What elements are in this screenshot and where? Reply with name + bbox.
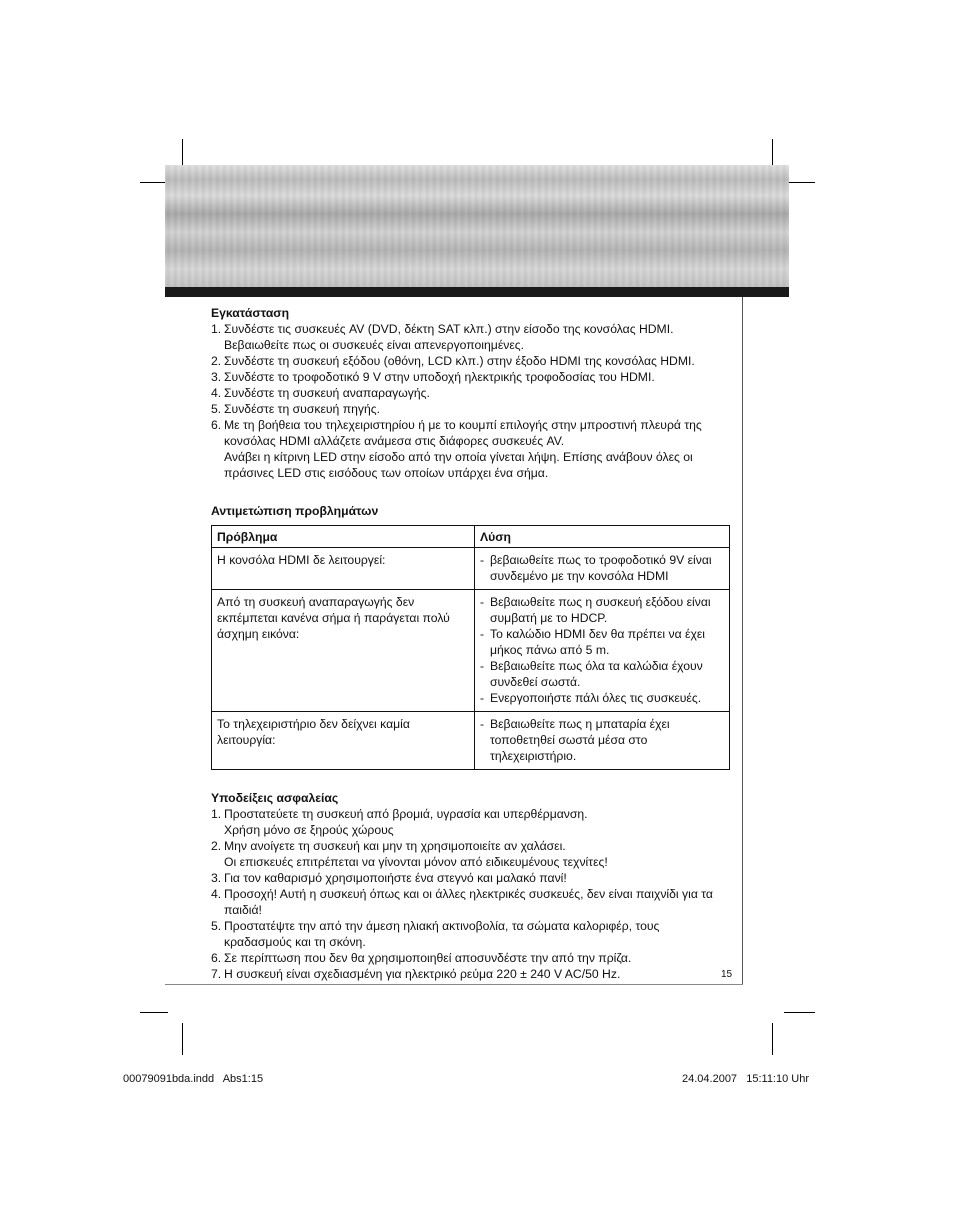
footer-file-info: 00079091bda.indd Abs1:15 xyxy=(123,1073,264,1085)
solution-text: τοποθετηθεί σωστά μέσα στο xyxy=(490,733,648,747)
header-metal-band xyxy=(165,165,789,287)
list-item-number: 3. xyxy=(211,871,222,885)
column-header-problem: Πρόβλημα xyxy=(212,526,475,548)
solution-text: συμβατή με το HDCP. xyxy=(490,611,608,625)
solution-text: μήκος πάνω από 5 m. xyxy=(490,643,610,657)
list-item-text: Συνδέστε τη συσκευή πηγής. xyxy=(224,402,381,416)
list-item xyxy=(211,417,736,481)
table-row xyxy=(212,712,730,770)
list-item-number: 4. xyxy=(211,386,222,400)
problem-cell xyxy=(212,590,475,712)
list-item-number: 3. xyxy=(211,370,222,384)
list-item-number: 1. xyxy=(211,807,222,821)
list-item-text: Η συσκευή είναι σχεδιασμένη για ηλεκτρικό ρεύμα 220 ± 240 V AC/50 Hz. xyxy=(224,967,621,981)
safety-title: Υποδείξεις ασφαλείας xyxy=(211,791,339,805)
list-item-text: Οι επισκευές επιτρέπεται να γίνονται μόνον από ειδικευμένους τεχνίτες! xyxy=(224,855,608,869)
list-item-number: 6. xyxy=(211,951,222,965)
list-item xyxy=(211,886,736,918)
problem-text: Η κονσόλα HDMI δε λειτουργεί: xyxy=(217,553,386,567)
crop-mark xyxy=(140,1012,168,1013)
list-item-number: 6. xyxy=(211,418,222,432)
list-item-text: Συνδέστε το τροφοδοτικό 9 V στην υποδοχή ηλεκτρικής τροφοδοσίας του HDMI. xyxy=(224,370,655,384)
bullet-dash: - xyxy=(480,553,485,567)
list-item xyxy=(211,353,736,369)
list-item-text: κονσόλας HDMI αλλάζετε ανάμεσα στις διάφορες συσκευές AV. xyxy=(224,434,565,448)
list-item-text: πράσινες LED στις εισόδους των οποίων υπάρχει ένα σήμα. xyxy=(224,466,549,480)
solution-text: Βεβαιωθείτε πως η συσκευή εξόδου είναι xyxy=(490,595,711,609)
list-item-text: Με τη βοήθεια του τηλεχειριστηρίου ή με το κουμπί επιλογής στην μπροστινή πλευρά της xyxy=(224,418,702,432)
problem-text: άσχημη εικόνα: xyxy=(217,627,300,641)
list-item-text: Προστατεύετε τη συσκευή από βρομιά, υγρασία και υπερθέρμανση. xyxy=(224,807,588,821)
solution-cell xyxy=(475,590,730,712)
right-margin-rule xyxy=(742,297,743,985)
list-item-text: Ανάβει η κίτρινη LED στην είσοδο από την οποία γίνεται λήψη. Επίσης ανάβουν όλες οι xyxy=(224,450,693,464)
list-item-number: 2. xyxy=(211,839,222,853)
solution-text: συνδεθεί σωστά. xyxy=(490,675,581,689)
list-item xyxy=(211,966,736,982)
list-item xyxy=(211,838,736,870)
solution-cell xyxy=(475,548,730,590)
solution-item xyxy=(480,716,724,764)
installation-title: Εγκατάσταση xyxy=(211,306,290,320)
list-item xyxy=(211,369,736,385)
installation-steps xyxy=(211,321,736,481)
troubleshooting-table xyxy=(211,525,730,770)
problem-text: Το τηλεχειριστήριο δεν δείχνει καμία xyxy=(217,717,410,731)
solution-text: τηλεχειριστήριο. xyxy=(490,749,577,763)
list-item-number: 5. xyxy=(211,402,222,416)
problem-text: λειτουργία: xyxy=(217,733,276,747)
problem-cell xyxy=(212,712,475,770)
solution-cell xyxy=(475,712,730,770)
list-item-text: Για τον καθαρισμό χρησιμοποιήστε ένα στεγνό και μαλακό πανί! xyxy=(224,871,567,885)
list-item-text: Μην ανοίγετε τη συσκευή και μην τη χρησιμοποιείτε αν χαλάσει. xyxy=(224,839,566,853)
solution-item xyxy=(480,594,724,626)
crop-mark xyxy=(784,1012,815,1013)
page-number: 15 xyxy=(721,969,733,980)
header-black-bar xyxy=(165,287,789,297)
list-item xyxy=(211,321,736,353)
list-item-number: 4. xyxy=(211,887,222,901)
table-row xyxy=(212,548,730,590)
solution-item xyxy=(480,690,724,706)
solution-text: Ενεργοποιήστε πάλι όλες τις συσκευές. xyxy=(490,691,702,705)
table-row xyxy=(212,590,730,712)
solution-text: συνδεμένο με την κονσόλα HDMI xyxy=(490,569,669,583)
list-item-text: Προσοχή! Αυτή η συσκευή όπως και οι άλλες ηλεκτρικές συσκευές, δεν είναι παιχνίδι για τα παιδιά! xyxy=(224,887,713,917)
list-item xyxy=(211,918,736,950)
safety-items xyxy=(211,806,736,982)
bullet-dash: - xyxy=(480,595,485,609)
troubleshooting-title: Αντιμετώπιση προβλημάτων xyxy=(211,504,379,518)
problem-cell xyxy=(212,548,475,590)
installation-section xyxy=(211,305,736,481)
list-item-text: Βεβαιωθείτε πως οι συσκευές είναι απενεργοποιημένες. xyxy=(224,338,525,352)
table-header-row xyxy=(212,526,730,548)
list-item-text: κραδασμούς και τη σκόνη. xyxy=(224,935,366,949)
bottom-rule xyxy=(165,984,743,985)
list-item xyxy=(211,950,736,966)
list-item xyxy=(211,401,736,417)
solution-text: Βεβαιωθείτε πως όλα τα καλώδια έχουν xyxy=(490,659,703,673)
list-item-number: 1. xyxy=(211,322,222,336)
list-item-text: Προστατέψτε την από την άμεση ηλιακή ακτινοβολία, τα σώματα καλοριφέρ, τους xyxy=(224,919,660,933)
list-item xyxy=(211,385,736,401)
list-item xyxy=(211,870,736,886)
crop-mark xyxy=(182,1023,183,1055)
column-header-solution: Λύση xyxy=(475,526,730,548)
list-item xyxy=(211,806,736,838)
bullet-dash: - xyxy=(480,627,485,641)
bullet-dash: - xyxy=(480,659,485,673)
list-item-text: Συνδέστε τη συσκευή εξόδου (οθόνη, LCD κλπ.) στην έξοδο HDMI της κονσόλας HDMI. xyxy=(224,354,695,368)
list-item-text: Χρήση μόνο σε ξηρούς χώρους xyxy=(224,823,394,837)
page-content xyxy=(211,305,736,982)
solution-text: Βεβαιωθείτε πως η μπαταρία έχει xyxy=(490,717,670,731)
list-item-number: 7. xyxy=(211,967,222,981)
solution-item xyxy=(480,552,724,584)
footer-timestamp: 24.04.2007 15:11:10 Uhr xyxy=(682,1073,810,1085)
list-item-number: 5. xyxy=(211,919,222,933)
list-item-number: 2. xyxy=(211,354,222,368)
crop-mark xyxy=(772,1023,773,1055)
problem-text: Από τη συσκευή αναπαραγωγής δεν xyxy=(217,595,415,609)
list-item-text: Σε περίπτωση που δεν θα χρησιμοποιηθεί αποσυνδέστε την από την πρίζα. xyxy=(224,951,632,965)
solution-item xyxy=(480,658,724,690)
troubleshooting-section xyxy=(211,503,736,770)
list-item-text: Συνδέστε τη συσκευή αναπαραγωγής. xyxy=(224,386,430,400)
problem-text: εκπέμπεται κανένα σήμα ή παράγεται πολύ xyxy=(217,611,450,625)
bullet-dash: - xyxy=(480,717,485,731)
list-item-text: Συνδέστε τις συσκευές AV (DVD, δέκτη SAT κλπ.) στην είσοδο της κονσόλας HDMI. xyxy=(224,322,674,336)
solution-text: βεβαιωθείτε πως το τροφοδοτικό 9V είναι xyxy=(490,553,712,567)
solution-text: Το καλώδιο HDMI δεν θα πρέπει να έχει xyxy=(490,627,705,641)
safety-section xyxy=(211,790,736,982)
bullet-dash: - xyxy=(480,691,485,705)
solution-item xyxy=(480,626,724,658)
